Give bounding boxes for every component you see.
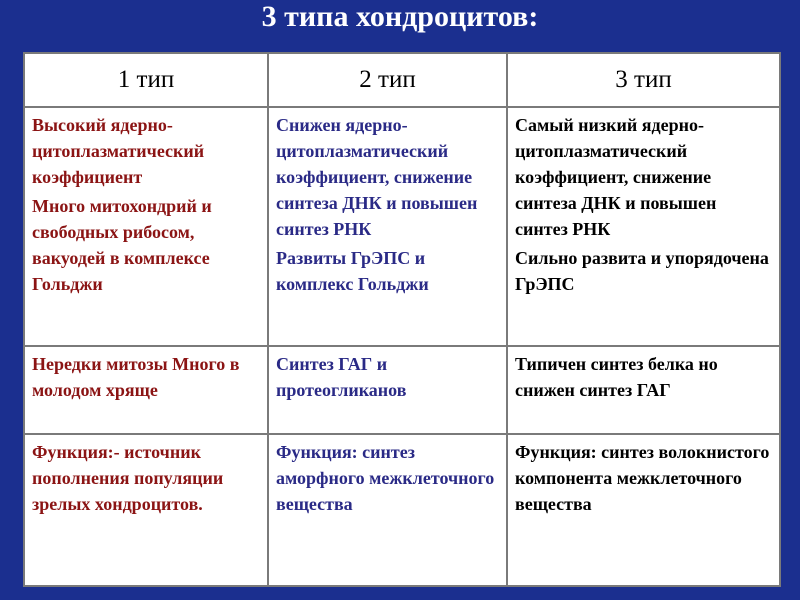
cell-text: Высокий ядерно-цитоплазматический коэффициент <box>32 115 205 187</box>
cell-type-3-activity <box>507 346 780 434</box>
slide-title: 3 типа хондроцитов: <box>261 0 539 33</box>
table-row-function <box>24 434 780 586</box>
cell-text: Функция:- источник пополнения популяции зрелых хондроцитов. <box>32 442 224 514</box>
cell-text: Снижен ядерно-цитоплазматический коэффициент, снижение синтеза ДНК и повышен синтез РНК <box>276 115 478 239</box>
cell-type-1-activity <box>24 346 268 434</box>
cell-type-1-function <box>24 434 268 586</box>
cell-type-3-structure <box>507 107 780 346</box>
cell-text: Нередки митозы Много в молодом хряще <box>32 354 240 400</box>
cell-text: Развиты ГрЭПС и комплекс Гольджи <box>276 248 429 294</box>
cell-text: Синтез ГАГ и протеогликанов <box>276 354 407 400</box>
cell-text: Самый низкий ядерно-цитоплазматический коэффициент, снижение синтеза ДНК и повышен синтез РНК <box>515 115 717 239</box>
header-type-1: 1 тип <box>24 53 268 107</box>
header-type-2: 2 тип <box>268 53 507 107</box>
cell-text: Типичен синтез белка но снижен синтез ГАГ <box>515 354 718 400</box>
cell-text: Функция: синтез аморфного межклеточного вещества <box>276 442 495 514</box>
cell-type-2-function <box>268 434 507 586</box>
header-row <box>24 53 780 107</box>
chondrocyte-types-table <box>23 52 781 587</box>
cell-type-1-structure <box>24 107 268 346</box>
cell-text: Функция: синтез волокнистого компонента межклеточного вещества <box>515 442 770 514</box>
table-row-activity <box>24 346 780 434</box>
cell-text: Много митохондрий и свободных рибосом, вакуодей в комплексе Гольджи <box>32 196 212 294</box>
cell-type-3-function <box>507 434 780 586</box>
table-row-structure <box>24 107 780 346</box>
header-type-3: 3 тип <box>507 53 780 107</box>
cell-type-2-activity <box>268 346 507 434</box>
cell-type-2-structure <box>268 107 507 346</box>
cell-text: Сильно развита и упорядочена ГрЭПС <box>515 248 769 294</box>
